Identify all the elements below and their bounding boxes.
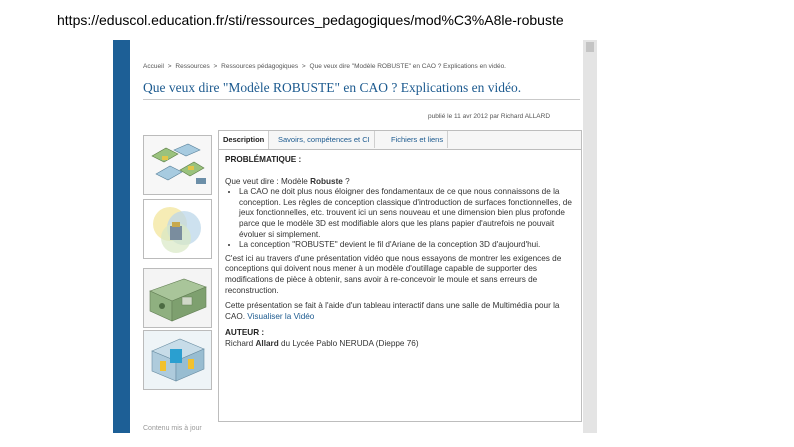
breadcrumb — [143, 63, 508, 70]
footer-text: Contenu mis à jour — [143, 425, 202, 432]
publication-info: publié le 11 avr 2012 par Richard ALLARD — [428, 113, 551, 120]
webpage-screenshot — [113, 40, 597, 433]
page-title: Que veux dire "Modèle ROBUSTE" en CAO ? Explications en vidéo. — [143, 80, 522, 95]
author-heading: AUTEUR : — [225, 328, 265, 338]
author-line: Richard Allard du Lycée Pablo NERUDA (Dieppe 76) — [225, 338, 419, 348]
scrollbar-thumb[interactable] — [586, 42, 594, 52]
content-panel — [218, 130, 582, 422]
tab-savoirs[interactable]: Savoirs, compétences et CI — [274, 131, 375, 148]
breadcrumb-separator: > — [167, 63, 172, 70]
breadcrumb-ressources-pedagogiques[interactable]: Ressources pédagogiques — [221, 63, 299, 70]
title-divider — [143, 99, 580, 100]
list-item: • La CAO ne doit plus nous éloigner des fondamentaux de ce que nous connaissons de la conception. Les règles de conception classique d'introduction de surfaces fonctionnelles, de jeux fonctionnelles, etc. trouvent ici un sens nouveau et une dimension bien plus profonde parce que le modèle 3D est modifiable alors que les plans papier d'autrefois ne pouvait évoluer si simplement. — [239, 187, 575, 240]
tab-fichiers[interactable]: Fichiers et liens — [387, 131, 448, 148]
breadcrumb-current: Que veux dire "Modèle ROBUSTE" en CAO ? Explications en vidéo. — [309, 63, 506, 70]
problematique-heading: PROBLÉMATIQUE : — [225, 155, 302, 164]
thumbnail-cad-parts[interactable] — [143, 135, 212, 195]
question-line: Que veut dire : Modèle Robuste ? — [225, 176, 350, 186]
thumbnail-mold-block[interactable] — [143, 268, 212, 328]
left-accent-bar — [113, 40, 130, 433]
source-url[interactable]: https://eduscol.education.fr/sti/ressources_pedagogiques/mod%C3%A8le-robuste — [57, 12, 564, 28]
paragraph-video: Cette présentation se fait à l'aide d'un tableau interactif dans une salle de Multimédia pour la CAO. Visualiser la Vidéo — [225, 301, 560, 321]
tab-description[interactable]: Description — [219, 131, 269, 149]
tab-bar — [219, 131, 581, 150]
description-content — [225, 155, 575, 350]
bullet-list — [225, 187, 575, 251]
breadcrumb-separator: > — [301, 63, 306, 70]
question-bold: Robuste — [310, 176, 343, 186]
breadcrumb-home[interactable]: Accueil — [143, 63, 164, 70]
list-item: • La conception "ROBUSTE" devient le fil d'Ariane de la conception 3D d'aujourd'hui. — [239, 240, 575, 251]
paragraph-presentation: C'est ici au travers d'une présentation vidéo que nous essayons de montrer les exigences de conceptions qui doivent nous mener à un modèle d'outillage capable de supporter des modifications de pièce à obtenir, sans avoir à re-concevoir le moule et sans erreurs de reconstruction. — [225, 253, 562, 295]
breadcrumb-ressources[interactable]: Ressources — [175, 63, 210, 70]
scrollbar[interactable] — [583, 40, 597, 433]
thumbnail-venn-diagram[interactable] — [143, 199, 212, 259]
video-link[interactable]: Visualiser la Vidéo — [247, 311, 315, 321]
thumbnail-mold-assembly[interactable] — [143, 330, 212, 390]
breadcrumb-separator: > — [213, 63, 218, 70]
author-name-bold: Allard — [255, 338, 279, 348]
